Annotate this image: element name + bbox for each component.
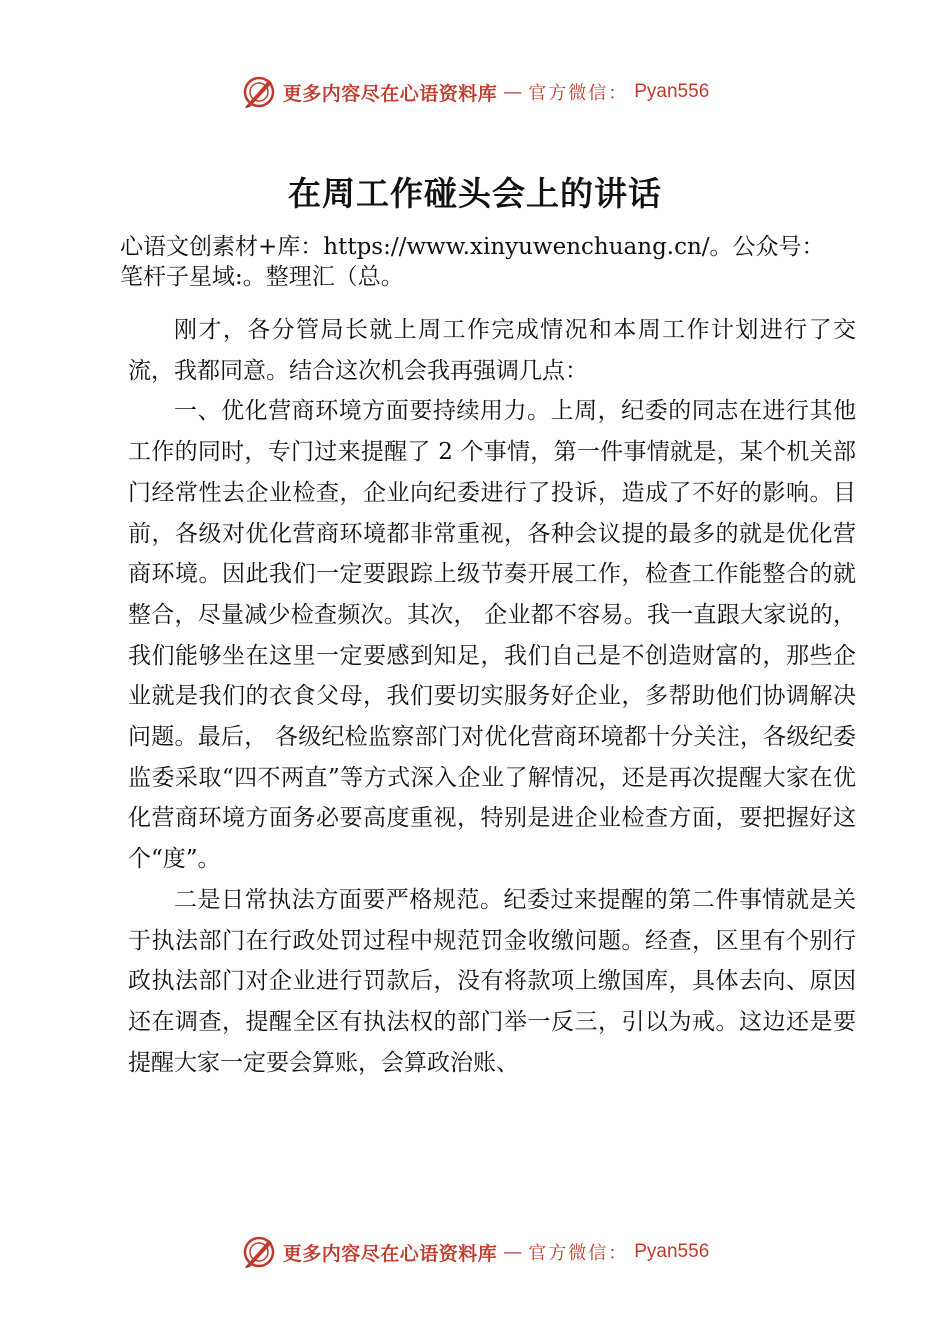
pen-circle-logo-icon — [241, 74, 277, 110]
pen-circle-logo-icon — [241, 1234, 277, 1270]
banner-wechat-label: 官方微信： — [528, 83, 629, 104]
body-paragraph: 二是日常执法方面要严格规范。纪委过来提醒的第二件事情就是关于执法部门在行政处罚过程中规范罚金收缴问题。经查，区里有个别行政执法部门对企业进行罚款后，没有将款项上缴国库，具体去向、原因还在调查，提醒全区有执法权的部门举一反三，引以为戒。这边还是要提醒大家一定要会算账，会算政治账、 — [128, 886, 856, 1076]
banner-main-text: 更多内容尽在心语资料库 — [282, 82, 498, 105]
footer-banner — [0, 1230, 950, 1274]
banner-wechat-label: 官方微信： — [528, 1243, 629, 1264]
body-paragraph: 一、优化营商环境方面要持续用力。上周，纪委的同志在进行其他工作的同时，专门过来提醒了 2 个事情，第一件事情就是，某个机关部门经常性去企业检查，企业向纪委进行了投诉，造成了不好的影响。目前，各级对优化营商环境都非常重视，各种会议提的最多的就是优化营商环境。因此我们一定要跟踪上级节奏开展工作，检查工作能整合的就整合，尽量减少检查频次。其次， 企业都不容易。我一直跟大家说的，我们能够坐在这里一定要感到知足，我们自己是不创造财富的，那些企业就是我们的衣食父母，我们要切实服务好企业，多帮助他们协调解决问题。最后， 各级纪检监察部门对优化营商环境都十分关注，各级纪委监委采取“四不两直”等方式深入企业了解情况，还是再次提醒大家在优化营商环境方面务必要高度重视，特别是进企业检查方面，要把握好这个“度”。 — [128, 398, 856, 873]
banner-wechat-id: Pyan556 — [634, 1241, 710, 1262]
document-body — [128, 310, 856, 1083]
document-title: 在周工作碰头会上的讲话 — [288, 174, 662, 213]
header-banner — [0, 70, 950, 114]
banner-separator: — — [503, 1241, 523, 1263]
body-paragraph: 刚才，各分管局长就上周工作完成情况和本周工作计划进行了交流，我都同意。结合这次机会我再强调几点： — [128, 317, 856, 384]
banner-main-text: 更多内容尽在心语资料库 — [282, 1242, 498, 1265]
banner-separator: — — [503, 81, 523, 103]
banner-wechat-id: Pyan556 — [634, 81, 710, 102]
source-line: 心语文创素材+库：https://www.xinyuwenchuang.cn/。公众号：笔杆子星域:。整理汇（总。 — [120, 234, 825, 290]
